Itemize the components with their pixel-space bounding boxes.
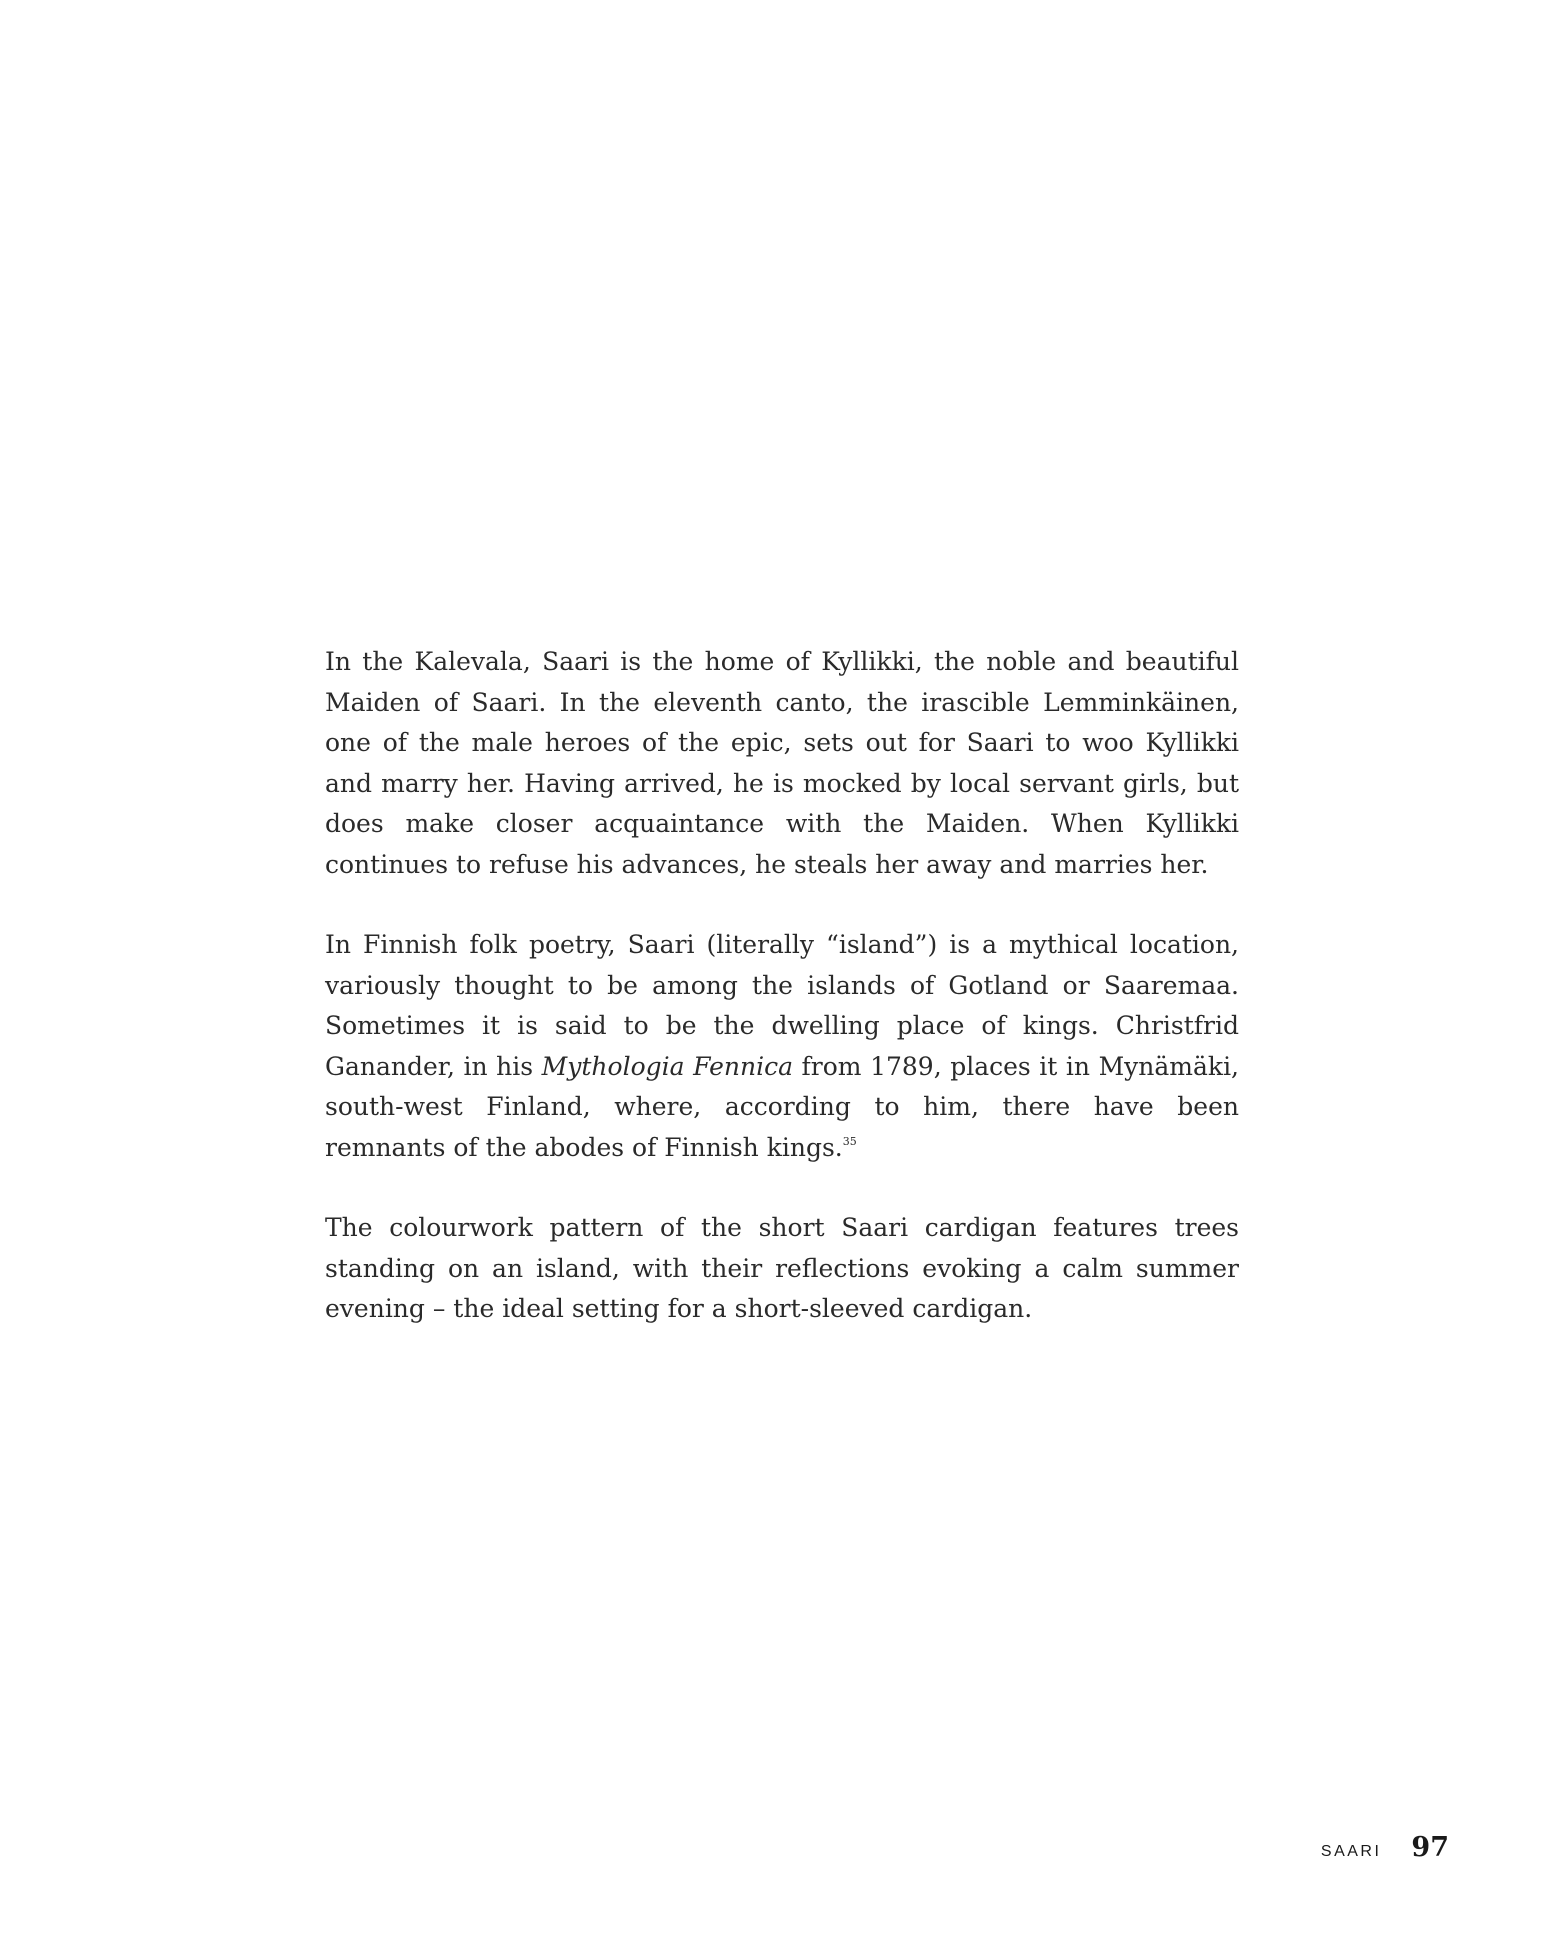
paragraph-folk-poetry-lead: In Finnish folk poetry, Saari (literally “island”) is a mythical location, variously thought to be among the islands of Gotland or Saaremaa. Sometimes it is said to be the dwelling place of kings. Christfrid Ganander, in his bbox=[325, 930, 1239, 1081]
paragraph-kalevala: In the Kalevala, Saari is the home of Kyllikki, the noble and beautiful Maiden of Saari. In the eleventh canto, the irascible Lemminkäinen, one of the male heroes of the epic, sets out for Saari to woo Kyllikki and marry her. Having arrived, he is mocked by local servant girls, but does make closer acquaintance with the Maiden. When Kyllikki continues to refuse his advances, he steals her away and marries her. bbox=[325, 647, 1239, 879]
paragraph-colourwork: The colourwork pattern of the short Saari cardigan features trees standing on an island, with their reflections evoking a calm summer evening – the ideal setting for a short-sleeved cardigan. bbox=[325, 1213, 1239, 1323]
paragraph-folk-poetry bbox=[325, 925, 1239, 1168]
page-footer bbox=[1321, 1832, 1449, 1872]
book-title: Mythologia Fennica bbox=[541, 1051, 793, 1081]
paragraph-folk-poetry-tail: from 1789, places it in Mynämäki, south-west Finland, where, according to him, there have been remnants of the abodes of Finnish kings. bbox=[325, 1051, 1240, 1162]
footnote-reference[interactable]: 35 bbox=[842, 1134, 857, 1148]
running-head: SAARI bbox=[1320, 1843, 1382, 1860]
page-number: 97 bbox=[1411, 1832, 1449, 1863]
body-text bbox=[325, 642, 1239, 1330]
